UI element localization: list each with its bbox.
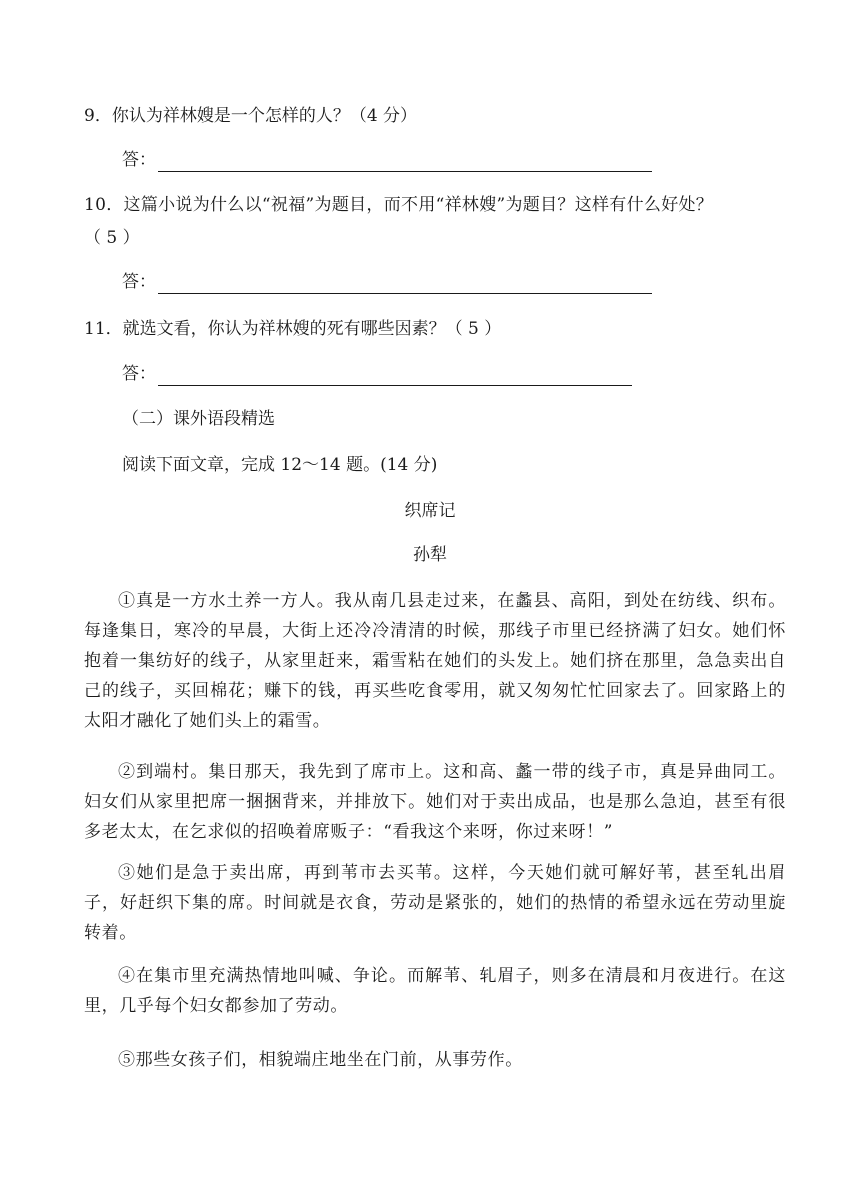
question-11: 11．就选文看，你认为祥林嫂的死有哪些因素？（ 5 ） <box>84 319 502 339</box>
article-paragraph-3: ③她们是急于卖出席，再到苇市去买苇。这样，今天她们就可解好苇，甚至轧出眉子，好赶织下集的席。时间就是衣食，劳动是紧张的，她们的热情的希望永远在劳动里旋转着。 <box>84 863 786 943</box>
article-paragraph-1: ①真是一方水土养一方人。我从南几县走过来，在蠡县、高阳，到处在纺线、织布。每逢集日，寒冷的早晨，大街上还冷冷清清的时候，那线子市里已经挤满了妇女。她们怀抱着一集纺好的线子，从家里赶来，霜雪粘在她们的头发上。她们挤在那里，急急卖出自己的线子，买回棉花；赚下的钱，再买些吃食零用，就又匆匆忙忙回家去了。回家路上的太阳才融化了她们头上的霜雪。 <box>84 591 786 731</box>
article-title: 织席记 <box>404 501 456 521</box>
question-10: 10．这篇小说为什么以“祝福”为题目，而不用“祥林嫂”为题目？这样有什么好处？ <box>84 195 714 215</box>
question-10-score: （ 5 ） <box>84 228 140 248</box>
section-instruction: 阅读下面文章，完成 12～14 题。(14 分) <box>122 455 438 475</box>
section-heading: （二）课外语段精选 <box>122 409 275 429</box>
answer-row-10 <box>122 270 652 294</box>
answer-blank-10[interactable] <box>158 275 652 294</box>
answer-row-9 <box>122 148 652 172</box>
answer-label: 答： <box>122 364 156 384</box>
article-paragraph-2: ②到端村。集日那天，我先到了席市上。这和高、蠡一带的线子市，真是异曲同工。妇女们从家里把席一捆捆背来，并排放下。她们对于卖出成品，也是那么急迫，甚至有很多老太太，在乞求似的招唤着席贩子：“看我这个来呀，你过来呀！” <box>84 762 786 842</box>
article-paragraph-5: ⑤那些女孩子们，相貌端庄地坐在门前，从事劳作。 <box>118 1050 523 1070</box>
answer-label: 答： <box>122 272 156 292</box>
answer-row-11 <box>122 362 632 386</box>
answer-blank-9[interactable] <box>158 153 652 172</box>
question-9: 9．你认为祥林嫂是一个怎样的人？（4 分） <box>84 106 418 126</box>
article-author: 孙犁 <box>413 545 447 565</box>
answer-label: 答： <box>122 150 156 170</box>
answer-blank-11[interactable] <box>158 367 632 386</box>
article-paragraph-4: ④在集市里充满热情地叫喊、争论。而解苇、轧眉子，则多在清晨和月夜进行。在这里，几乎每个妇女都参加了劳动。 <box>84 966 786 1016</box>
